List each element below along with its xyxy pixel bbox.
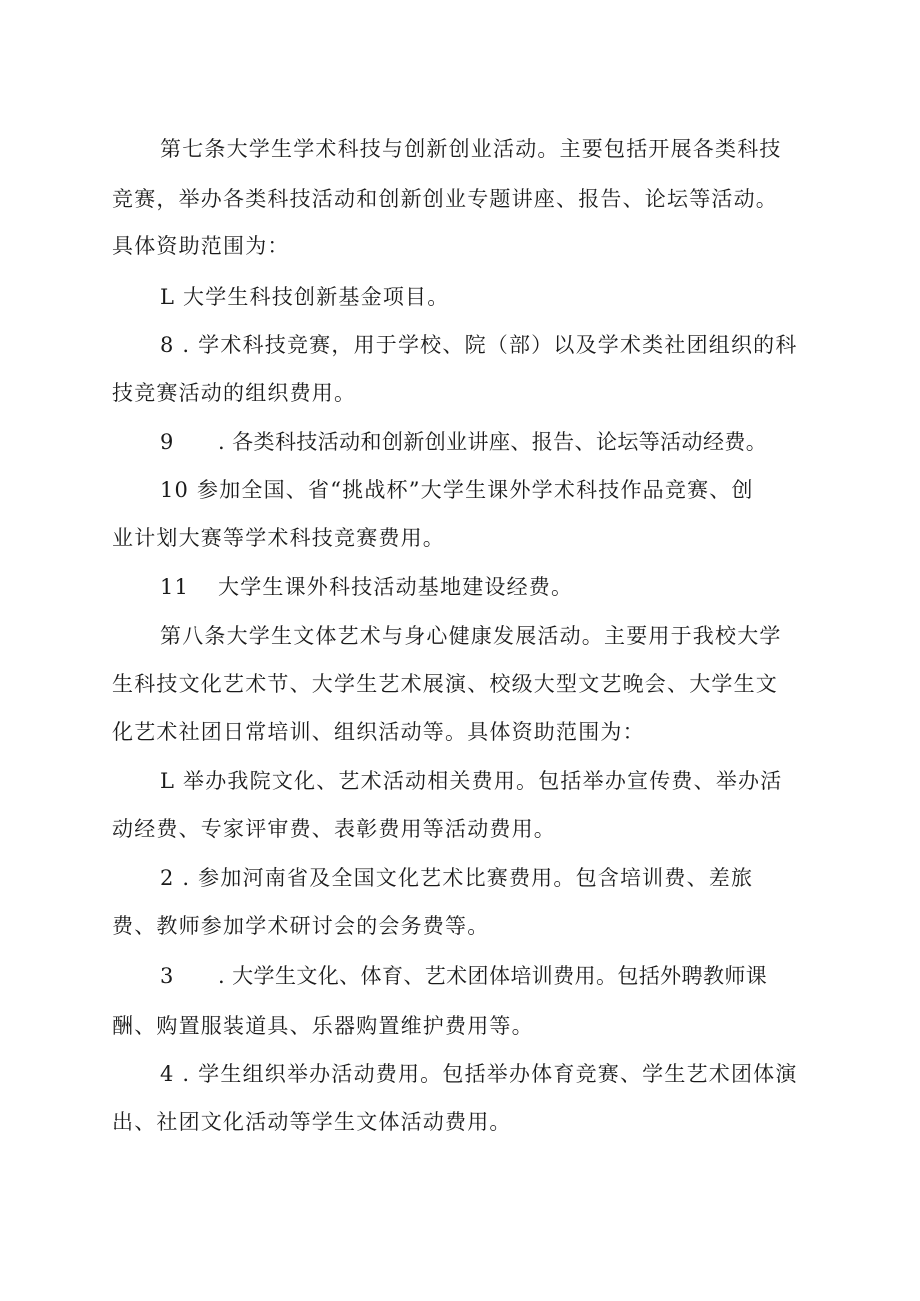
article-7-line-1: 第七条大学生学术科技与创新创业活动。主要包括开展各类科技 [160,137,782,161]
article-8-item-4-line-1: 4 . 学生组织举办活动费用。包括举办体育竞赛、学生艺术团体演 [160,1062,798,1086]
article-8-item-2-line-2: 费、教师参加学术研讨会的会务费等。 [112,914,490,938]
article-7-line-2: 竞赛，举办各类科技活动和创新创业专题讲座、报告、论坛等活动。 [112,187,778,211]
article-8-line-2: 生科技文化艺术节、大学生艺术展演、校级大型文艺晚会、大学生文 [112,672,778,696]
article-7-item-3-number: 9 [160,430,175,454]
article-7-item-5-number: 11 [160,575,190,599]
article-8-item-4-line-2: 出、社团文化活动等学生文体活动费用。 [112,1110,512,1134]
article-7-item-5-text: 大学生课外科技活动基地建设经费。 [218,575,574,599]
article-8-item-3-text: . 大学生文化、体育、艺术团体培训费用。包括外聘教师课 [218,964,768,988]
article-8-item-2-line-1: 2 . 参加河南省及全国文化艺术比赛费用。包含培训费、差旅 [160,866,754,890]
article-7-item-2-line-2: 技竞赛活动的组织费用。 [112,381,357,405]
article-8-item-3-number: 3 [160,964,175,988]
article-8-item-1-line-2: 动经费、专家评审费、表彰费用等活动费用。 [112,817,556,841]
article-7-line-3: 具体资助范围为： [112,234,290,258]
article-7-item-1: L 大学生科技创新基金项目。 [160,285,450,309]
article-8-line-1: 第八条大学生文体艺术与身心健康发展活动。主要用于我校大学 [160,624,782,648]
article-8-line-3: 化艺术社团日常培训、组织活动等。具体资助范围为： [112,720,645,744]
article-8-item-1-line-1: L 举办我院文化、艺术活动相关费用。包括举办宣传费、举办活 [160,769,783,793]
article-7-item-4-line-1: 10 参加全国、省“挑战杯”大学生课外学术科技作品竞赛、创 [160,478,754,502]
article-7-item-2-line-1: 8 . 学术科技竞赛，用于学校、院（部）以及学术类社团组织的科 [160,333,798,357]
article-7-item-4-line-2: 业计划大赛等学术科技竞赛费用。 [112,526,445,550]
article-7-item-3-text: . 各类科技活动和创新创业讲座、报告、论坛等活动经费。 [218,430,768,454]
article-8-item-3-line-2: 酬、购置服装道具、乐器购置维护费用等。 [112,1014,534,1038]
